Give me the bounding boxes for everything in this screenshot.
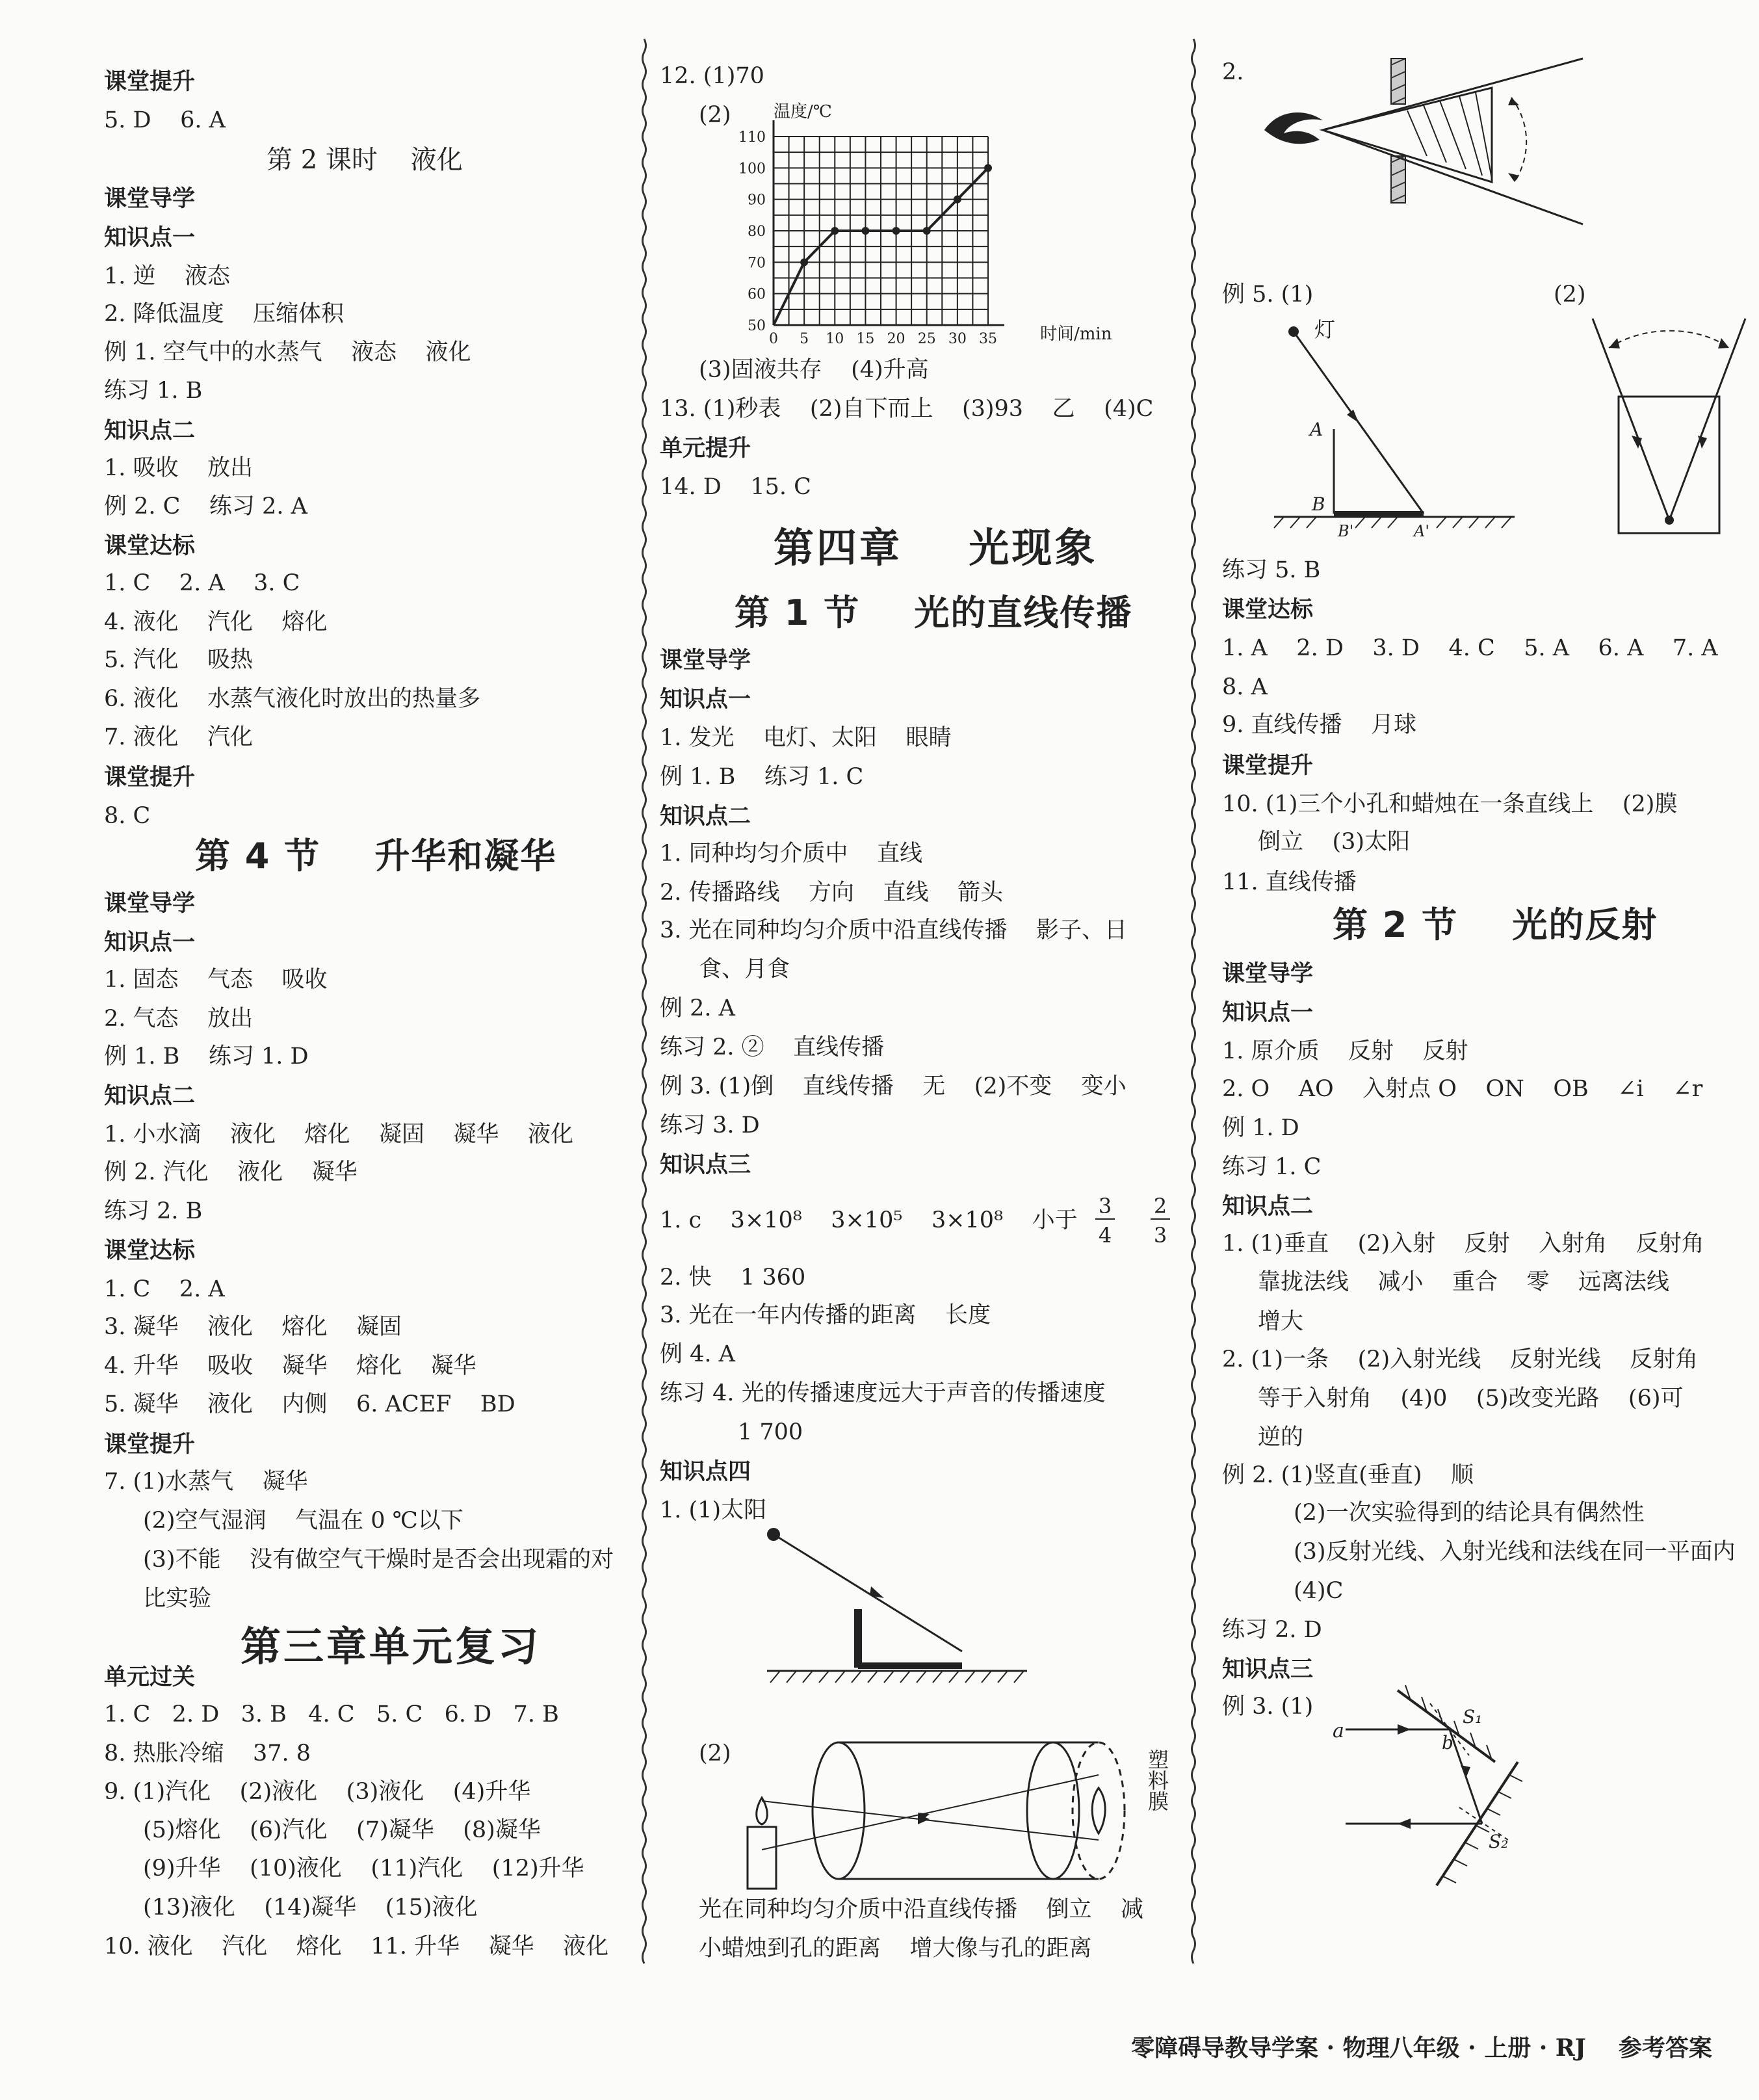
answer-line: 食、月食 <box>699 956 790 982</box>
answer-line: (3)不能 没有做空气干燥时是否会出现霜的对 <box>143 1547 614 1573</box>
section-heading: 知识点二 <box>104 417 196 444</box>
x-tick-label: 30 <box>948 331 967 347</box>
section-title: 第 4 节 升华和凝华 <box>195 835 557 876</box>
answer-line: 1. 发光 电灯、太阳 眼睛 <box>660 725 952 751</box>
light-cone-hatch <box>1323 88 1492 182</box>
answer-line: 练习 2. B <box>104 1198 203 1224</box>
answer-line: 2. 传播路线 方向 直线 箭头 <box>660 880 1004 906</box>
candle <box>748 1827 776 1889</box>
answer-line: 增大 <box>1258 1309 1304 1335</box>
answer-line: 靠拢法线 减小 重合 零 远离法线 <box>1258 1269 1670 1295</box>
answer-line: 11. 直线传播 <box>1222 869 1357 895</box>
eye-pinhole-figure <box>1258 59 1583 234</box>
container <box>1619 397 1719 533</box>
column-divider <box>1190 39 1197 1957</box>
answer-line: 例 3. (1) <box>1222 1694 1314 1720</box>
section-heading: 知识点三 <box>1222 1656 1314 1683</box>
answer-line: 逆的 <box>1258 1424 1304 1450</box>
answer-line: 1. 小水滴 液化 熔化 凝固 凝华 液化 <box>104 1122 574 1148</box>
y-tick-label: 50 <box>748 318 766 334</box>
answer-line: 14. D 15. C <box>660 474 811 500</box>
answer-line: 练习 4. 光的传播速度远大于声音的传播速度 <box>660 1380 1106 1406</box>
fraction-numerator: 3 <box>1098 1194 1112 1218</box>
answer-line: 1. (1)垂直 (2)入射 反射 入射角 反射角 <box>1222 1231 1704 1257</box>
answer-line: 练习 1. B <box>104 378 203 404</box>
image-flame <box>1092 1788 1105 1833</box>
answer-line: 2. (1)一条 (2)入射光线 反射光线 反射角 <box>1222 1346 1699 1372</box>
answer-line: 例 1. B 练习 1. D <box>104 1043 309 1070</box>
answer-line: 1. 原介质 反射 反射 <box>1222 1038 1468 1064</box>
chart-grid <box>774 120 1004 325</box>
answer-line: 例 1. 空气中的水蒸气 液态 液化 <box>104 339 471 365</box>
y-tick-label: 80 <box>748 224 766 240</box>
section-heading: 课堂导学 <box>104 890 196 917</box>
x-tick-label: 10 <box>826 331 844 347</box>
answer-line: 7. (1)水蒸气 凝华 <box>104 1469 308 1495</box>
section-title: 第 2 节 光的反射 <box>1333 904 1658 945</box>
answer-line: 5. 汽化 吸热 <box>104 647 254 673</box>
answer-line: 5. D 6. A <box>104 107 226 133</box>
svg-text:A': A' <box>1414 522 1429 540</box>
answer-line: 1. 逆 液态 <box>104 263 231 289</box>
answer-line: 7. 液化 汽化 <box>104 724 254 750</box>
svg-text:B': B' <box>1338 522 1354 540</box>
answer-line: 例 4. A <box>660 1341 735 1367</box>
answer-line: (3)反射光线、入射光线和法线在同一平面内 <box>1294 1539 1736 1565</box>
x-tick-label: 25 <box>917 331 936 347</box>
sun-shadow-figure <box>767 1521 1040 1690</box>
answer-line: 2. <box>1222 59 1244 85</box>
answer-line: (2) <box>1554 282 1586 308</box>
y-tick-label: 110 <box>738 129 766 146</box>
svg-text:a: a <box>1333 1720 1344 1742</box>
section-heading: 知识点一 <box>660 686 751 713</box>
answer-line: 13. (1)秒表 (2)自下而上 (3)93 乙 (4)C <box>660 396 1154 422</box>
rotation-arrow <box>1609 331 1729 348</box>
mirror-reflection-figure <box>1333 1677 1567 1892</box>
answer-line: (2) <box>699 102 731 128</box>
answer-line: 9. 直线传播 月球 <box>1222 712 1417 738</box>
y-tick-label: 60 <box>748 286 766 303</box>
y-tick-label: 90 <box>748 192 766 209</box>
section-heading: 课堂提升 <box>104 68 196 95</box>
chapter-title: 第三章单元复习 <box>241 1623 541 1670</box>
lamp-label: 灯 <box>1314 317 1336 342</box>
answer-line: 等于入射角 (4)0 (5)改变光路 (6)可 <box>1258 1385 1684 1411</box>
eye-icon <box>1264 112 1323 144</box>
answer-line: (2)一次实验得到的结论具有偶然性 <box>1294 1500 1645 1526</box>
cylinder-front <box>813 1742 865 1879</box>
section-heading: 知识点一 <box>104 929 196 956</box>
section-heading: 单元提升 <box>660 435 751 462</box>
x-tick-label: 5 <box>800 331 809 347</box>
x-tick-label: 15 <box>856 331 875 347</box>
fraction-denominator: 4 <box>1098 1223 1112 1248</box>
answer-line: (2) <box>699 1740 731 1766</box>
chapter-title: 第四章 光现象 <box>774 524 1098 571</box>
answer-line: 例 1. B 练习 1. C <box>660 764 864 790</box>
svg-text:b: b <box>1442 1732 1453 1753</box>
answer-line: 3. 光在一年内传播的距离 长度 <box>660 1302 991 1328</box>
answer-line: 光在同种均匀介质中沿直线传播 倒立 减 <box>699 1897 1144 1923</box>
membrane-label: 塑料膜 <box>1145 1749 1169 1811</box>
section-heading: 课堂导学 <box>1222 960 1314 987</box>
section-heading: 课堂提升 <box>1222 752 1314 779</box>
section-heading: 单元过关 <box>104 1664 196 1690</box>
answer-line: 2. O AO 入射点 O ON OB ∠i ∠r <box>1222 1076 1703 1102</box>
answer-line: 8. C <box>104 803 151 829</box>
answer-line: 2. 降低温度 压缩体积 <box>104 301 345 327</box>
answer-line: 例 2. A <box>660 995 735 1021</box>
cylinder-body <box>839 1742 1099 1879</box>
data-point <box>954 196 961 203</box>
x-tick-label: 0 <box>769 331 778 347</box>
section-heading: 课堂提升 <box>104 764 196 791</box>
answer-line: 5. 凝华 液化 内侧 6. ACEF BD <box>104 1391 515 1417</box>
answer-line: 8. A <box>1222 674 1268 700</box>
answer-line: (5)熔化 (6)汽化 (7)凝华 (8)凝华 <box>143 1817 541 1843</box>
answer-line: 小蜡烛到孔的距离 增大像与孔的距离 <box>699 1936 1092 1962</box>
pinhole-camera-figure <box>735 1729 1203 1898</box>
answer-line: 10. 液化 汽化 熔化 11. 升华 凝华 液化 <box>104 1934 609 1960</box>
answer-line: 例 2. 汽化 液化 凝华 <box>104 1159 358 1185</box>
answer-line: 1. C 2. A <box>104 1276 225 1302</box>
y-tick-label: 100 <box>738 161 766 177</box>
wall <box>1391 59 1405 104</box>
answer-line: (13)液化 (14)凝华 (15)液化 <box>143 1895 478 1921</box>
answer-line: 练习 2. ② 直线传播 <box>660 1034 885 1060</box>
section-heading: 知识点二 <box>660 803 751 830</box>
data-point <box>800 258 808 266</box>
section-heading: 知识点三 <box>660 1151 751 1178</box>
answer-line: 4. 液化 汽化 熔化 <box>104 609 328 635</box>
section-heading: 课堂提升 <box>104 1431 196 1458</box>
data-point <box>923 227 931 235</box>
answer-line: 1. 吸收 放出 <box>104 455 254 481</box>
svg-text:B: B <box>1312 493 1325 515</box>
section-heading: 知识点二 <box>104 1083 196 1109</box>
cup-reflection-figure <box>1593 319 1749 540</box>
fraction-bar <box>1151 1218 1170 1220</box>
answer-line: 练习 2. D <box>1222 1617 1322 1643</box>
answer-line: 3. 凝华 液化 熔化 凝固 <box>104 1314 402 1340</box>
column-divider <box>640 39 648 1957</box>
section-heading: 课堂达标 <box>1222 596 1314 623</box>
answer-line: 1. c 3×10⁸ 3×10⁵ 3×10⁸ 小于 <box>660 1207 1078 1233</box>
answer-line: 2. 快 1 360 <box>660 1265 806 1291</box>
answer-line: 例 1. D <box>1222 1115 1299 1141</box>
answer-line: 1. 固态 气态 吸收 <box>104 967 328 993</box>
answer-line: 练习 3. D <box>660 1112 760 1138</box>
answer-line: (9)升华 (10)液化 (11)汽化 (12)升华 <box>143 1856 584 1882</box>
section-heading: 课堂导学 <box>660 647 751 674</box>
svg-text:S₂: S₂ <box>1489 1831 1509 1852</box>
section-heading: 课堂导学 <box>104 185 196 212</box>
answer-line: 4. 升华 吸收 凝华 熔化 凝华 <box>104 1353 476 1379</box>
temperature-time-chart <box>702 91 1144 351</box>
data-point <box>893 227 900 235</box>
svg-text:A: A <box>1310 419 1323 440</box>
section-heading: 课堂达标 <box>104 532 196 559</box>
lamp-shadow-figure <box>1274 319 1521 546</box>
x-tick-label: 20 <box>887 331 906 347</box>
answer-line: 倒立 (3)太阳 <box>1258 829 1411 855</box>
answer-line: 1. 同种均匀介质中 直线 <box>660 841 923 867</box>
answer-line: (4)C <box>1294 1578 1344 1604</box>
answer-line: 例 3. (1)倒 直线传播 无 (2)不变 变小 <box>660 1073 1127 1099</box>
answer-line: 3. 光在同种均匀介质中沿直线传播 影子、日 <box>660 917 1128 943</box>
answer-line: 8. 热胀冷缩 37. 8 <box>104 1740 311 1766</box>
fraction-bar <box>1095 1218 1115 1220</box>
answer-line: 1. C 2. D 3. B 4. C 5. C 6. D 7. B <box>104 1701 559 1727</box>
cylinder-back <box>1073 1742 1125 1879</box>
x-tick-label: 35 <box>979 331 997 347</box>
section-heading: 知识点一 <box>1222 999 1314 1026</box>
light-ray <box>774 1534 962 1651</box>
fraction-denominator: 3 <box>1153 1223 1167 1248</box>
answer-line: 练习 1. C <box>1222 1154 1322 1180</box>
fraction-numerator: 2 <box>1153 1194 1167 1218</box>
rotation-arrow <box>1511 98 1526 182</box>
answer-line: 例 2. (1)竖直(垂直) 顺 <box>1222 1462 1474 1488</box>
answer-line: 例 2. C 练习 2. A <box>104 493 307 519</box>
lesson-title: 第 2 课时 液化 <box>267 145 463 175</box>
svg-text:S₁: S₁ <box>1463 1706 1483 1727</box>
y-tick-label: 70 <box>748 255 766 272</box>
answer-line: 例 5. (1) <box>1222 282 1314 308</box>
answer-line: (3)固液共存 (4)升高 <box>699 357 929 383</box>
answer-line: 6. 液化 水蒸气液化时放出的热量多 <box>104 686 481 712</box>
answer-line: 比实验 <box>143 1586 212 1612</box>
answer-line: 9. (1)汽化 (2)液化 (3)液化 (4)升华 <box>104 1779 531 1805</box>
answer-line: 1. A 2. D 3. D 4. C 5. A 6. A 7. A <box>1222 635 1718 661</box>
section-heading: 知识点二 <box>1222 1193 1314 1220</box>
answer-line: 10. (1)三个小孔和蜡烛在一条直线上 (2)膜 <box>1222 791 1678 817</box>
chart-x-axis-label: 时间/min <box>1040 324 1112 344</box>
answer-line: (2)空气湿润 气温在 0 ℃以下 <box>143 1508 463 1534</box>
data-point <box>861 227 869 235</box>
section-heading: 课堂达标 <box>104 1237 196 1264</box>
answer-line: 练习 5. B <box>1222 557 1321 583</box>
answer-line: 1. (1)太阳 <box>660 1497 767 1523</box>
cylinder-mid <box>1027 1742 1079 1879</box>
page-footer: 零障碍导教导学案 · 物理八年级 · 上册 · RJ 参考答案 <box>1131 2034 1712 2062</box>
section-heading: 知识点四 <box>660 1458 751 1485</box>
data-point <box>831 227 839 235</box>
chart-y-axis-label: 温度/℃ <box>774 102 832 122</box>
answer-line: 1. C 2. A 3. C <box>104 570 300 596</box>
answer-line: 1 700 <box>738 1419 803 1445</box>
data-point <box>984 164 992 172</box>
section-title: 第 1 节 光的直线传播 <box>735 592 1133 633</box>
section-heading: 知识点一 <box>104 224 196 251</box>
answer-line: 12. (1)70 <box>660 63 764 89</box>
answer-line: 2. 气态 放出 <box>104 1006 254 1032</box>
